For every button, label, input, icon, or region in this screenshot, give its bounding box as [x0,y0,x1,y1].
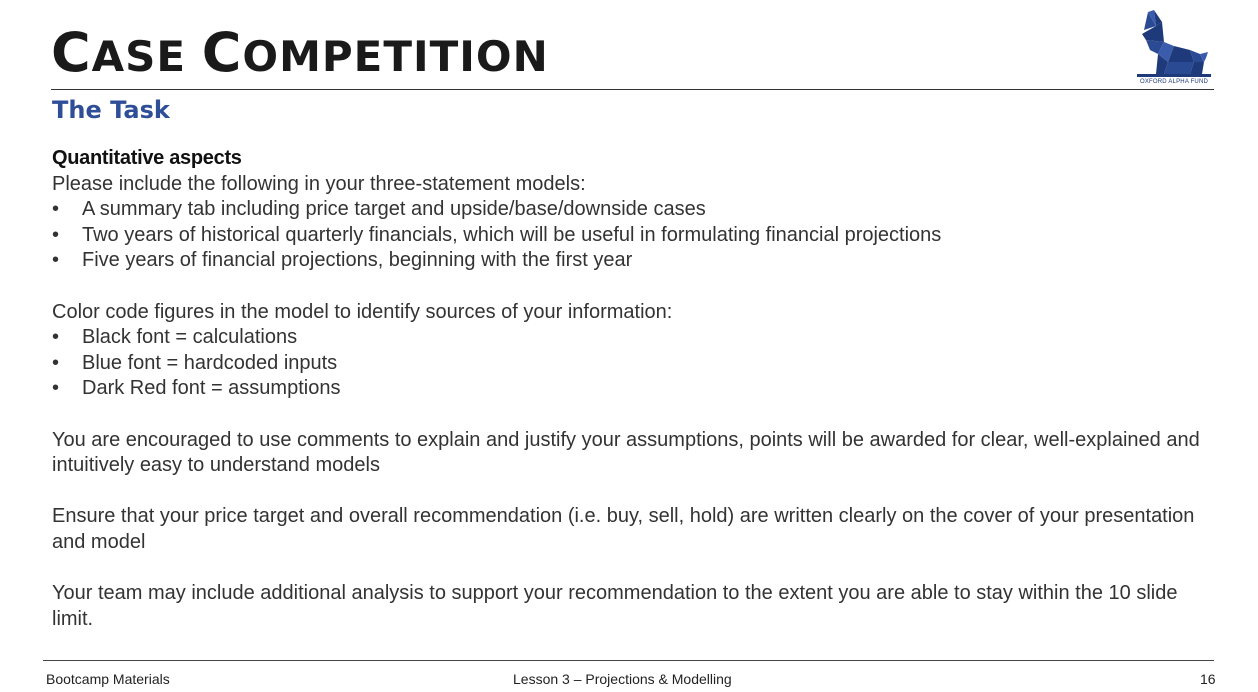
title-part: C [201,21,243,84]
title-divider [51,89,1214,90]
list-item-text: A summary tab including price target and upside/base/downside cases [82,198,706,221]
bullet-icon: • [52,351,60,374]
footer-left: Bootcamp Materials [46,671,170,687]
slide-subtitle: The Task [52,96,170,124]
wolf-logo-icon [1134,10,1214,90]
section-heading: Quantitative aspects [52,147,242,169]
title-part: ASE [91,32,202,81]
comments-paragraph: You are encouraged to use comments to explain and justify your assumptions, points will be awarded for clear, well-explained and intuitively easy to understand models [52,428,1200,477]
title-part: C [51,21,92,84]
bullet-icon: • [52,223,60,246]
list-item [52,248,1217,274]
list-item-text: Blue font = hardcoded inputs [82,351,338,374]
logo-caption: OXFORD ALPHA FUND [1139,79,1209,85]
title-part: OMPETITION [242,32,549,81]
list-item-text: Dark Red font = assumptions [82,377,341,400]
page-number: 16 [1200,671,1216,687]
models-list [52,197,1217,274]
list-item [52,325,1217,351]
footer-divider [43,660,1214,661]
analysis-paragraph: Your team may include additional analysis to support your recommendation to the extent you are able to stay within the 10 slide limit. [52,582,1178,630]
price-target-paragraph: Ensure that your price target and overall recommendation (i.e. buy, sell, hold) are written clearly on the cover of your presentation and model [52,505,1195,553]
bullet-icon: • [52,198,60,221]
list-item [52,376,1217,402]
list-item-text: Five years of financial projections, beginning with the first year [82,249,633,272]
bullet-icon: • [52,326,60,349]
bullet-icon: • [52,249,60,272]
color-code-intro: Color code figures in the model to identify sources of your information: [52,300,673,323]
bullet-icon: • [52,377,60,400]
list-item-text: Black font = calculations [82,326,298,349]
list-item [52,223,1217,249]
slide-content [52,146,1217,632]
footer-center: Lesson 3 – Projections & Modelling [513,671,732,687]
models-intro: Please include the following in your three-statement models: [52,172,586,195]
list-item [52,197,1217,223]
list-item [52,351,1217,377]
list-item-text: Two years of historical quarterly financials, which will be useful in formulating financial projections [82,223,942,246]
slide-title [51,21,549,84]
color-code-list [52,325,1217,402]
